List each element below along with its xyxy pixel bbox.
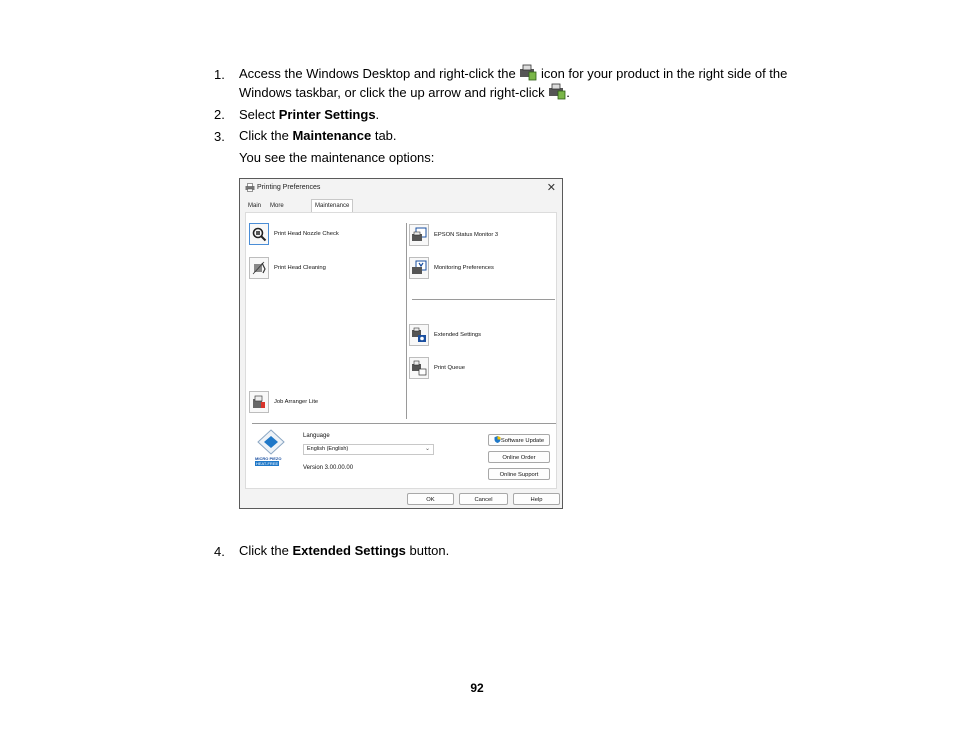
tab-more-options[interactable]: More — [270, 203, 284, 209]
help-button[interactable]: Help — [513, 493, 560, 505]
logo-text-1: MICRO PIEZO — [255, 456, 282, 461]
tool-label: Print Queue — [434, 365, 465, 371]
vertical-divider — [406, 223, 407, 419]
step-2-bold: Printer Settings — [278, 107, 376, 122]
step-3-a: Click the — [239, 128, 293, 143]
tool-label: Extended Settings — [434, 332, 482, 338]
language-select[interactable] — [303, 444, 434, 455]
print-queue-button[interactable] — [409, 357, 465, 379]
logo-text-2: HEAT-FREE — [256, 461, 279, 466]
tool-label: Print Head Nozzle Check — [274, 231, 339, 237]
nozzle-check-icon — [249, 223, 269, 245]
micro-piezo-logo-icon — [256, 429, 286, 455]
step-note: You see the maintenance options: — [239, 150, 435, 165]
version-text: Version 3.00.00.00 — [303, 465, 354, 471]
extended-settings-icon — [409, 324, 429, 346]
cancel-button[interactable]: Cancel — [459, 493, 508, 505]
extended-settings-button[interactable] — [409, 324, 481, 346]
tool-label: EPSON Status Monitor 3 — [434, 232, 499, 238]
language-value: English (English) — [307, 446, 349, 452]
step-4-a: Click the — [239, 543, 293, 558]
step-3-bold: Maintenance — [292, 128, 372, 143]
shield-icon — [494, 436, 501, 443]
step-number: 2. — [214, 107, 225, 122]
step-2-b: . — [375, 107, 380, 122]
monitoring-preferences-icon — [409, 257, 429, 279]
job-arranger-button[interactable] — [249, 391, 318, 413]
online-support-button[interactable]: Online Support — [488, 468, 550, 480]
dialog-title: Printing Preferences — [257, 184, 321, 191]
chevron-down-icon: ⌄ — [424, 446, 430, 452]
printer-icon — [245, 183, 255, 192]
step-number: 4. — [214, 544, 225, 559]
page-number: 92 — [470, 681, 484, 695]
job-arranger-icon — [249, 391, 269, 413]
step-3-text — [239, 126, 397, 145]
step-1-line1-a: Access the Windows Desktop and right-click the — [239, 66, 520, 81]
software-update-label: Software Update — [500, 438, 545, 444]
step-4-bold: Extended Settings — [292, 543, 406, 558]
status-monitor-button[interactable] — [409, 224, 498, 246]
step-1-line1-b: icon for your product in the right side of the — [537, 66, 788, 81]
software-update-button[interactable] — [488, 434, 550, 446]
language-label: Language — [303, 433, 330, 439]
monitoring-preferences-button[interactable] — [409, 257, 494, 279]
step-number: 1. — [214, 67, 225, 82]
tool-label: Job Arranger Lite — [274, 399, 319, 405]
tool-label: Monitoring Preferences — [434, 265, 494, 271]
horizontal-divider — [412, 299, 555, 300]
step-4-text — [239, 541, 449, 560]
step-2-a: Select — [239, 107, 279, 122]
step-1-text — [239, 64, 787, 102]
tool-label: Print Head Cleaning — [274, 265, 326, 271]
step-3-b: tab. — [371, 128, 397, 143]
horizontal-divider — [252, 423, 556, 424]
status-monitor-icon — [409, 224, 429, 246]
nozzle-check-button[interactable] — [249, 223, 339, 245]
step-number: 3. — [214, 129, 225, 144]
tab-maintenance[interactable]: Maintenance — [311, 199, 353, 213]
tab-main[interactable]: Main — [248, 203, 262, 209]
printing-preferences-dialog — [239, 178, 563, 509]
ok-button[interactable]: OK — [407, 493, 454, 505]
step-2-text — [239, 105, 379, 124]
printer-tray-icon — [548, 83, 566, 100]
head-cleaning-icon — [249, 257, 269, 279]
close-button[interactable]: ✕ — [546, 182, 556, 194]
step-1-line2-b: . — [566, 85, 570, 100]
printer-tray-icon — [519, 64, 537, 81]
head-cleaning-button[interactable] — [249, 257, 326, 279]
online-order-button[interactable]: Online Order — [488, 451, 550, 463]
step-4-b: button. — [405, 543, 450, 558]
step-1-line2-a: Windows taskbar, or click the up arrow and right-click — [239, 85, 549, 100]
print-queue-icon — [409, 357, 429, 379]
